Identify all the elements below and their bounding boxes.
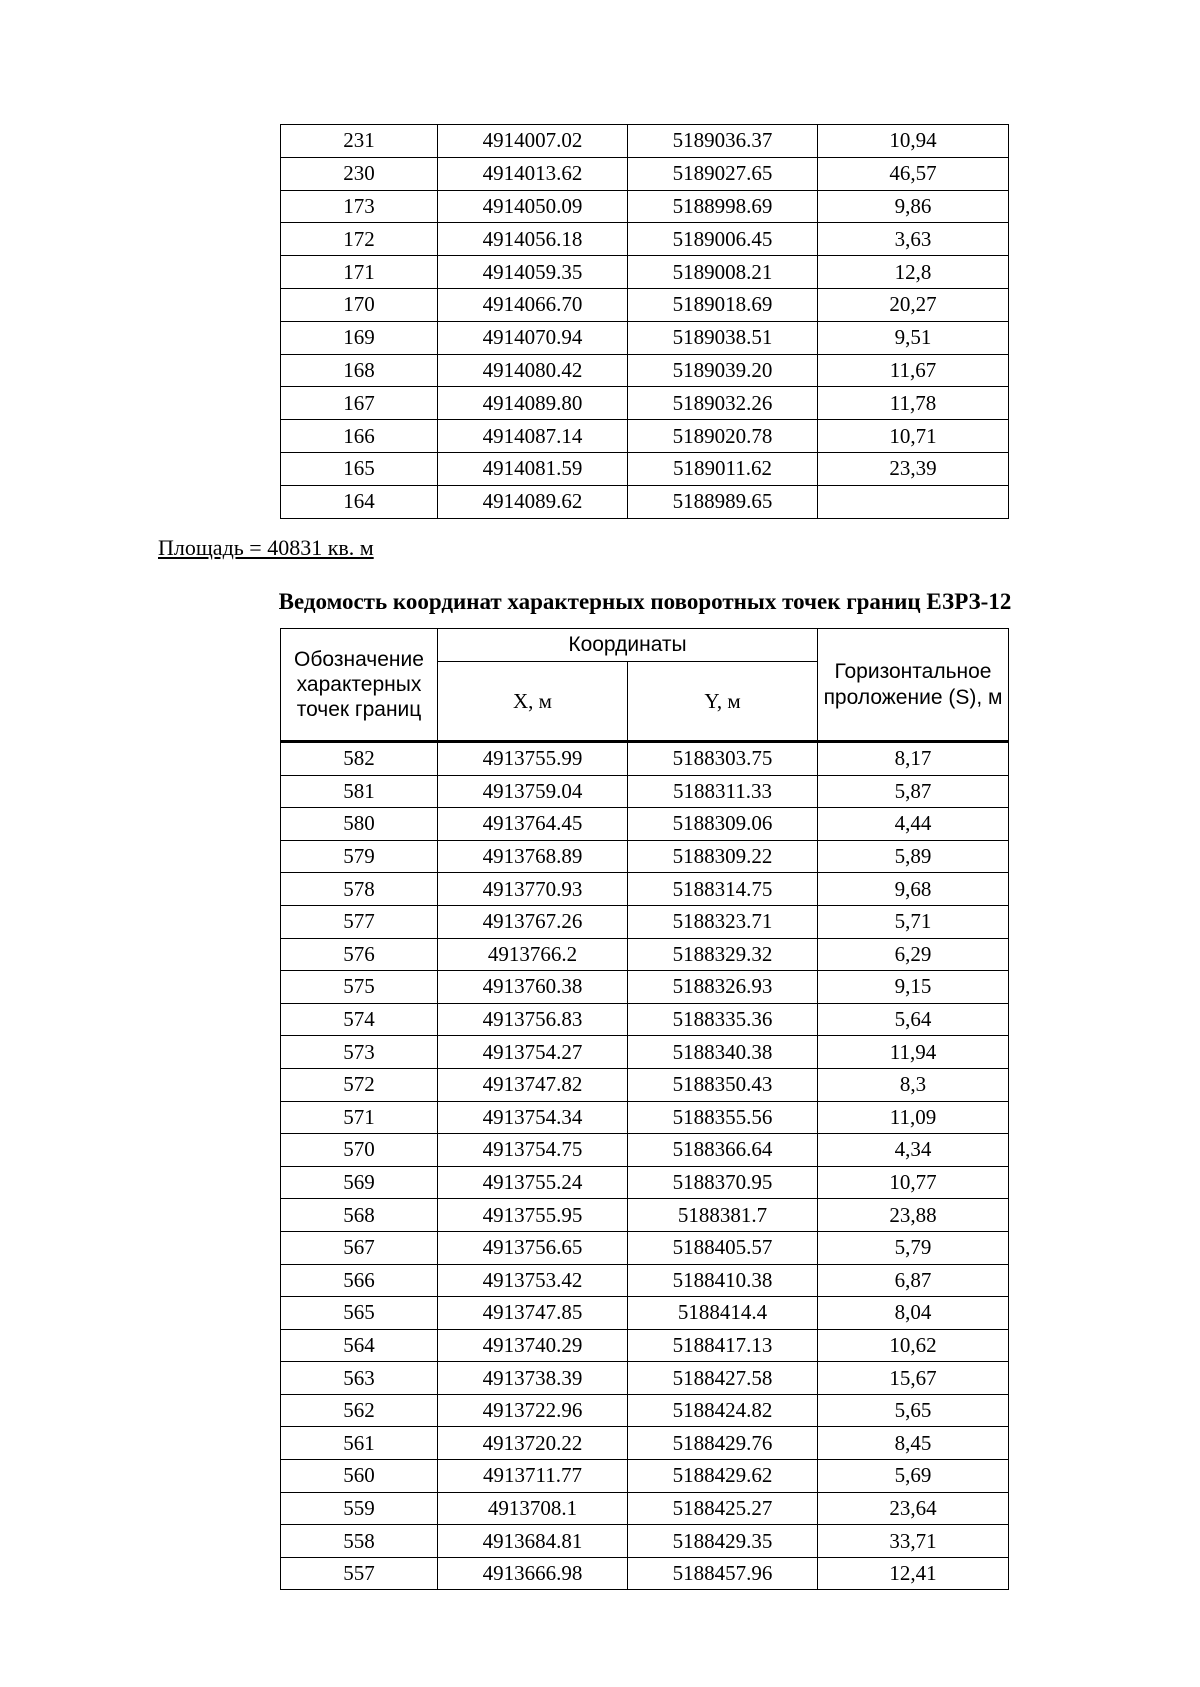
distance-cell: 33,71 (818, 1525, 1009, 1558)
point-number-cell: 566 (281, 1264, 438, 1297)
point-number-cell: 575 (281, 971, 438, 1004)
distance-cell: 23,64 (818, 1492, 1009, 1525)
point-number-cell: 170 (281, 288, 438, 321)
point-number-cell: 173 (281, 190, 438, 223)
point-number-cell: 559 (281, 1492, 438, 1525)
distance-cell (818, 485, 1009, 518)
point-number-cell: 582 (281, 742, 438, 776)
distance-cell: 23,39 (818, 452, 1009, 485)
x-coordinate-cell: 4913747.82 (438, 1068, 628, 1101)
y-coordinate-cell: 5188381.7 (628, 1199, 818, 1232)
y-coordinate-cell: 5188303.75 (628, 742, 818, 776)
distance-cell: 8,04 (818, 1297, 1009, 1330)
x-coordinate-cell: 4914089.80 (438, 387, 628, 420)
table-row (281, 1492, 1009, 1525)
table-row (281, 971, 1009, 1004)
y-coordinate-cell: 5189027.65 (628, 157, 818, 190)
x-coordinate-cell: 4913759.04 (438, 775, 628, 808)
distance-cell: 11,78 (818, 387, 1009, 420)
distance-cell: 6,29 (818, 938, 1009, 971)
distance-cell: 5,65 (818, 1394, 1009, 1427)
distance-cell: 10,94 (818, 125, 1009, 158)
y-coordinate-cell: 5188425.27 (628, 1492, 818, 1525)
section-title: Ведомость координат характерных поворотных точек границ ЕЗРЗ-12 (278, 589, 1012, 614)
header-horizontal-distance: Горизонтальное проложение (S), м (818, 629, 1009, 742)
y-coordinate-cell: 5188417.13 (628, 1329, 818, 1362)
x-coordinate-cell: 4913754.34 (438, 1101, 628, 1134)
distance-cell: 11,09 (818, 1101, 1009, 1134)
table-row (281, 775, 1009, 808)
point-number-cell: 581 (281, 775, 438, 808)
x-coordinate-cell: 4913767.26 (438, 905, 628, 938)
y-coordinate-cell: 5188429.76 (628, 1427, 818, 1460)
table-row (281, 256, 1009, 289)
x-coordinate-cell: 4914059.35 (438, 256, 628, 289)
y-coordinate-cell: 5188366.64 (628, 1134, 818, 1167)
table-row (281, 1264, 1009, 1297)
y-coordinate-cell: 5188335.36 (628, 1003, 818, 1036)
y-coordinate-cell: 5188311.33 (628, 775, 818, 808)
y-coordinate-cell: 5188323.71 (628, 905, 818, 938)
point-number-cell: 565 (281, 1297, 438, 1330)
distance-cell: 10,77 (818, 1166, 1009, 1199)
y-coordinate-cell: 5188370.95 (628, 1166, 818, 1199)
x-coordinate-cell: 4913720.22 (438, 1427, 628, 1460)
y-coordinate-cell: 5188427.58 (628, 1362, 818, 1395)
table-row (281, 387, 1009, 420)
table-row (281, 1166, 1009, 1199)
main-table-body (281, 742, 1009, 1590)
table-row (281, 840, 1009, 873)
x-coordinate-cell: 4913760.38 (438, 971, 628, 1004)
x-coordinate-cell: 4913755.24 (438, 1166, 628, 1199)
x-coordinate-cell: 4913684.81 (438, 1525, 628, 1558)
distance-cell: 8,3 (818, 1068, 1009, 1101)
table-row (281, 1427, 1009, 1460)
x-coordinate-cell: 4913756.65 (438, 1231, 628, 1264)
x-coordinate-cell: 4913754.75 (438, 1134, 628, 1167)
point-number-cell: 168 (281, 354, 438, 387)
point-number-cell: 172 (281, 223, 438, 256)
point-number-cell: 169 (281, 321, 438, 354)
point-number-cell: 579 (281, 840, 438, 873)
y-coordinate-cell: 5189036.37 (628, 125, 818, 158)
distance-cell: 5,87 (818, 775, 1009, 808)
point-number-cell: 231 (281, 125, 438, 158)
table-row (281, 1394, 1009, 1427)
point-number-cell: 571 (281, 1101, 438, 1134)
y-coordinate-cell: 5189020.78 (628, 420, 818, 453)
x-coordinate-cell: 4913722.96 (438, 1394, 628, 1427)
coordinates-table-continued (280, 124, 1009, 519)
x-coordinate-cell: 4913711.77 (438, 1460, 628, 1493)
table-row (281, 1231, 1009, 1264)
table-row (281, 1297, 1009, 1330)
x-coordinate-cell: 4913768.89 (438, 840, 628, 873)
header-x: X, м (438, 662, 628, 742)
distance-cell: 15,67 (818, 1362, 1009, 1395)
y-coordinate-cell: 5188350.43 (628, 1068, 818, 1101)
x-coordinate-cell: 4913766.2 (438, 938, 628, 971)
point-number-cell: 558 (281, 1525, 438, 1558)
y-coordinate-cell: 5188405.57 (628, 1231, 818, 1264)
point-number-cell: 560 (281, 1460, 438, 1493)
point-number-cell: 569 (281, 1166, 438, 1199)
table-row (281, 321, 1009, 354)
point-number-cell: 570 (281, 1134, 438, 1167)
point-number-cell: 230 (281, 157, 438, 190)
table-row (281, 354, 1009, 387)
y-coordinate-cell: 5188457.96 (628, 1557, 818, 1590)
y-coordinate-cell: 5188998.69 (628, 190, 818, 223)
top-table-body (281, 125, 1009, 519)
x-coordinate-cell: 4913756.83 (438, 1003, 628, 1036)
x-coordinate-cell: 4913755.99 (438, 742, 628, 776)
y-coordinate-cell: 5188424.82 (628, 1394, 818, 1427)
point-number-cell: 563 (281, 1362, 438, 1395)
distance-cell: 20,27 (818, 288, 1009, 321)
table-row (281, 1557, 1009, 1590)
table-row (281, 1036, 1009, 1069)
y-coordinate-cell: 5188989.65 (628, 485, 818, 518)
point-number-cell: 165 (281, 452, 438, 485)
point-number-cell: 164 (281, 485, 438, 518)
point-number-cell: 580 (281, 808, 438, 841)
point-number-cell: 557 (281, 1557, 438, 1590)
x-coordinate-cell: 4913738.39 (438, 1362, 628, 1395)
table-row (281, 223, 1009, 256)
distance-cell: 9,51 (818, 321, 1009, 354)
distance-cell: 9,86 (818, 190, 1009, 223)
table-row (281, 420, 1009, 453)
point-number-cell: 167 (281, 387, 438, 420)
distance-cell: 10,62 (818, 1329, 1009, 1362)
header-y: Y, м (628, 662, 818, 742)
table-row (281, 808, 1009, 841)
table-row (281, 452, 1009, 485)
x-coordinate-cell: 4914066.70 (438, 288, 628, 321)
point-number-cell: 572 (281, 1068, 438, 1101)
table-row (281, 485, 1009, 518)
point-number-cell: 564 (281, 1329, 438, 1362)
table-header (281, 629, 1009, 742)
point-number-cell: 576 (281, 938, 438, 971)
coordinates-table-ezrz-12 (280, 628, 1009, 1590)
x-coordinate-cell: 4914013.62 (438, 157, 628, 190)
point-number-cell: 577 (281, 905, 438, 938)
x-coordinate-cell: 4913764.45 (438, 808, 628, 841)
point-number-cell: 573 (281, 1036, 438, 1069)
distance-cell: 4,44 (818, 808, 1009, 841)
x-coordinate-cell: 4914070.94 (438, 321, 628, 354)
x-coordinate-cell: 4913754.27 (438, 1036, 628, 1069)
x-coordinate-cell: 4913747.85 (438, 1297, 628, 1330)
y-coordinate-cell: 5188429.62 (628, 1460, 818, 1493)
point-number-cell: 166 (281, 420, 438, 453)
area-summary: Площадь = 40831 кв. м (158, 535, 374, 560)
distance-cell: 4,34 (818, 1134, 1009, 1167)
distance-cell: 9,15 (818, 971, 1009, 1004)
distance-cell: 11,94 (818, 1036, 1009, 1069)
distance-cell: 11,67 (818, 354, 1009, 387)
table-row (281, 190, 1009, 223)
distance-cell: 12,41 (818, 1557, 1009, 1590)
x-coordinate-cell: 4914089.62 (438, 485, 628, 518)
table-row (281, 873, 1009, 906)
x-coordinate-cell: 4913753.42 (438, 1264, 628, 1297)
y-coordinate-cell: 5188309.06 (628, 808, 818, 841)
x-coordinate-cell: 4914050.09 (438, 190, 628, 223)
y-coordinate-cell: 5188410.38 (628, 1264, 818, 1297)
table-row (281, 1068, 1009, 1101)
distance-cell: 8,45 (818, 1427, 1009, 1460)
table-row (281, 125, 1009, 158)
y-coordinate-cell: 5189008.21 (628, 256, 818, 289)
table-row (281, 742, 1009, 776)
x-coordinate-cell: 4914056.18 (438, 223, 628, 256)
distance-cell: 12,8 (818, 256, 1009, 289)
table-row (281, 1003, 1009, 1036)
distance-cell: 8,17 (818, 742, 1009, 776)
table-row (281, 1362, 1009, 1395)
point-number-cell: 561 (281, 1427, 438, 1460)
point-number-cell: 567 (281, 1231, 438, 1264)
table-row (281, 157, 1009, 190)
y-coordinate-cell: 5188355.56 (628, 1101, 818, 1134)
x-coordinate-cell: 4914080.42 (438, 354, 628, 387)
y-coordinate-cell: 5188314.75 (628, 873, 818, 906)
y-coordinate-cell: 5189038.51 (628, 321, 818, 354)
distance-cell: 23,88 (818, 1199, 1009, 1232)
y-coordinate-cell: 5188326.93 (628, 971, 818, 1004)
y-coordinate-cell: 5188340.38 (628, 1036, 818, 1069)
header-point-designation: Обозначение характерных точек границ (281, 629, 438, 742)
y-coordinate-cell: 5188309.22 (628, 840, 818, 873)
y-coordinate-cell: 5188414.4 (628, 1297, 818, 1330)
distance-cell: 5,89 (818, 840, 1009, 873)
table-row (281, 1101, 1009, 1134)
table-row (281, 1329, 1009, 1362)
y-coordinate-cell: 5188429.35 (628, 1525, 818, 1558)
y-coordinate-cell: 5189018.69 (628, 288, 818, 321)
distance-cell: 5,71 (818, 905, 1009, 938)
table-row (281, 1460, 1009, 1493)
distance-cell: 46,57 (818, 157, 1009, 190)
x-coordinate-cell: 4913708.1 (438, 1492, 628, 1525)
table-row (281, 1134, 1009, 1167)
distance-cell: 9,68 (818, 873, 1009, 906)
x-coordinate-cell: 4913770.93 (438, 873, 628, 906)
x-coordinate-cell: 4914081.59 (438, 452, 628, 485)
distance-cell: 5,79 (818, 1231, 1009, 1264)
y-coordinate-cell: 5189032.26 (628, 387, 818, 420)
point-number-cell: 568 (281, 1199, 438, 1232)
table-row (281, 905, 1009, 938)
table-row (281, 1199, 1009, 1232)
distance-cell: 5,64 (818, 1003, 1009, 1036)
y-coordinate-cell: 5188329.32 (628, 938, 818, 971)
table-row (281, 938, 1009, 971)
y-coordinate-cell: 5189006.45 (628, 223, 818, 256)
distance-cell: 3,63 (818, 223, 1009, 256)
y-coordinate-cell: 5189039.20 (628, 354, 818, 387)
table-row (281, 288, 1009, 321)
y-coordinate-cell: 5189011.62 (628, 452, 818, 485)
x-coordinate-cell: 4914007.02 (438, 125, 628, 158)
distance-cell: 6,87 (818, 1264, 1009, 1297)
x-coordinate-cell: 4913666.98 (438, 1557, 628, 1590)
table-row (281, 1525, 1009, 1558)
header-coordinates: Координаты (438, 629, 818, 662)
point-number-cell: 574 (281, 1003, 438, 1036)
x-coordinate-cell: 4913740.29 (438, 1329, 628, 1362)
point-number-cell: 171 (281, 256, 438, 289)
point-number-cell: 578 (281, 873, 438, 906)
x-coordinate-cell: 4913755.95 (438, 1199, 628, 1232)
x-coordinate-cell: 4914087.14 (438, 420, 628, 453)
distance-cell: 5,69 (818, 1460, 1009, 1493)
point-number-cell: 562 (281, 1394, 438, 1427)
distance-cell: 10,71 (818, 420, 1009, 453)
